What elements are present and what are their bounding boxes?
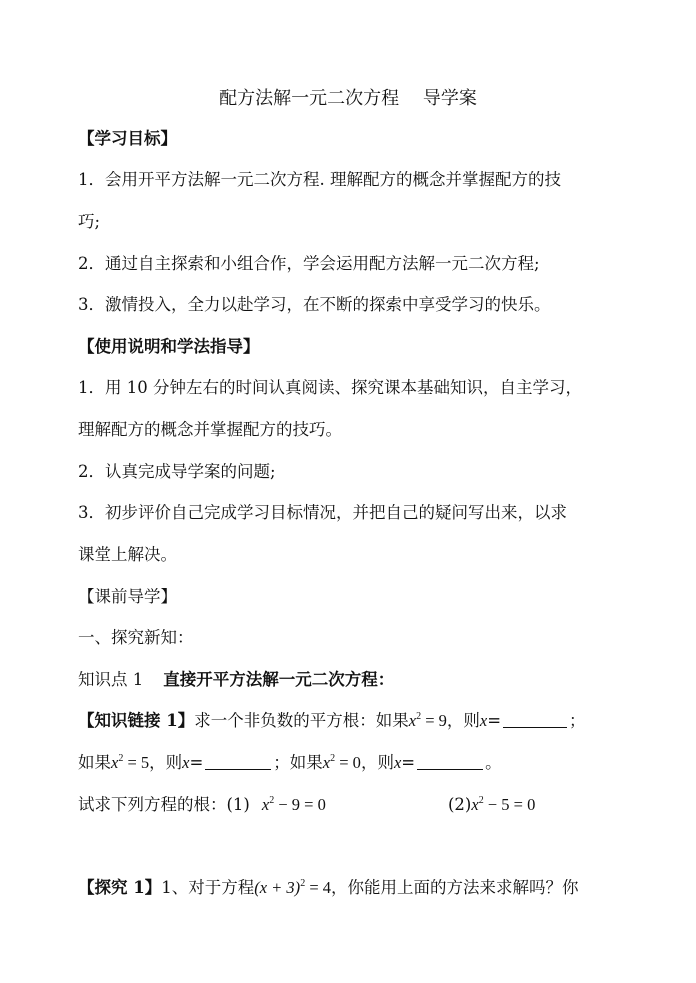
preview-subheading: 一、探究新知： bbox=[78, 628, 194, 647]
usage-heading: 【使用说明和学法指导】 bbox=[78, 337, 260, 356]
preview-heading: 【课前导学】 bbox=[78, 587, 177, 606]
answer-blank-2[interactable] bbox=[205, 754, 271, 770]
goal-item-1-cont: 巧; bbox=[78, 212, 101, 231]
usage-item-1-cont: 理解配方的概念并掌握配方的技巧。 bbox=[78, 420, 342, 439]
answer-blank-3[interactable] bbox=[417, 754, 483, 770]
goals-heading: 【学习目标】 bbox=[78, 129, 177, 148]
equation-x2-eq-9: $x^2 = 9$ bbox=[408, 711, 447, 730]
page-title: 配方法解一元二次方程 导学案 bbox=[219, 88, 477, 109]
answer-blank-1[interactable] bbox=[503, 712, 567, 728]
explore-1: 【探究 1】1、对于方程$(x + 3)^2 = 4$，你能用上面的方法来求解吗？你 bbox=[78, 878, 579, 897]
usage-item-3: 3．初步评价自己完成学习目标情况，并把自己的疑问写出来，以求 bbox=[78, 503, 567, 522]
goal-item-3: 3．激情投入，全力以赴学习，在不断的探索中享受学习的快乐。 bbox=[78, 295, 551, 314]
equation-x2-eq-5: $x^2 = 5$ bbox=[111, 753, 150, 772]
goal-item-1: 1．会用开平方法解一元二次方程. 理解配方的概念并掌握配方的技 bbox=[78, 170, 561, 189]
equation-x2-eq-0: $x^2 = 0$ bbox=[322, 753, 361, 772]
equation-explore-1: $(x + 3)^2 = 4$ bbox=[254, 878, 331, 897]
practice-problems: 试求下列方程的根：(1) $x^2 - 9 = 0$ $(2)x^2 - 5 = 0$ bbox=[78, 795, 536, 814]
problem-2: $(2)x^2 - 5 = 0$ bbox=[448, 795, 536, 814]
equation-problem-1: $x^2 - 9 = 0$ bbox=[261, 795, 326, 814]
usage-item-1: 1．用 10 分钟左右的时间认真阅读、探究课本基础知识，自主学习， bbox=[78, 378, 582, 397]
usage-item-2: 2．认真完成导学案的问题; bbox=[78, 462, 276, 481]
goal-item-2: 2．通过自主探索和小组合作，学会运用配方法解一元二次方程; bbox=[78, 254, 540, 273]
equation-problem-2: $x^2 - 5 = 0$ bbox=[471, 795, 536, 814]
usage-item-3-cont: 课堂上解决。 bbox=[78, 545, 177, 564]
knowledge-link-1-cont: 如果$x^2 = 5$，则x= ；如果$x^2 = 0$，则x= 。 bbox=[78, 753, 502, 772]
knowledge-point-1: 知识点 1 直接开平方法解一元二次方程： bbox=[78, 670, 395, 689]
knowledge-link-1: 【知识链接 1】求一个非负数的平方根：如果$x^2 = 9$，则x= ； bbox=[78, 711, 586, 730]
